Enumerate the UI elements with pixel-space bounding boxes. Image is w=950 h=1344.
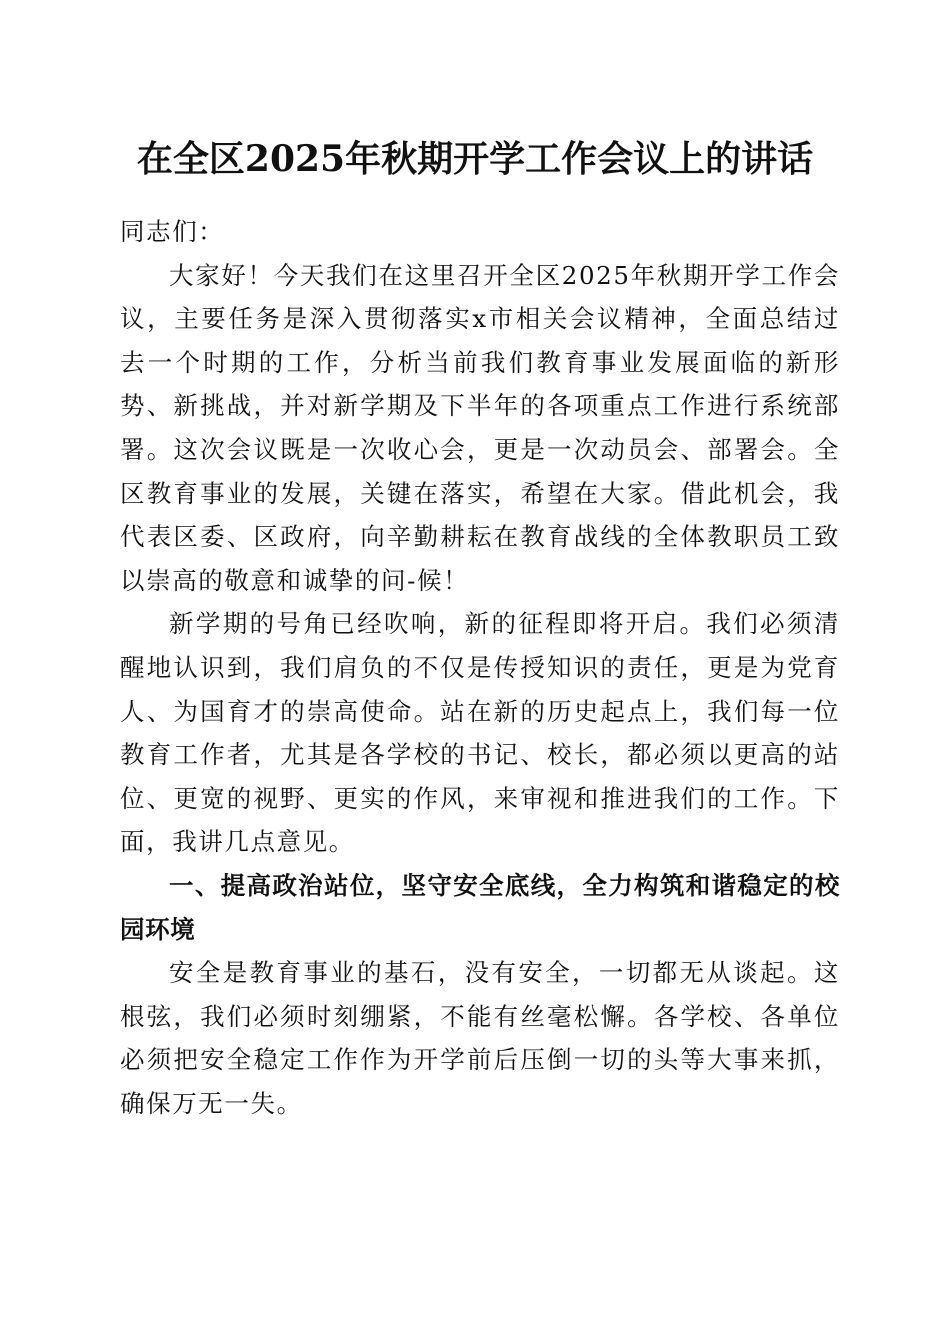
document-body	[120, 210, 840, 1125]
document-title: 在全区2025年秋期开学工作会议上的讲话	[136, 138, 814, 180]
paragraph-safety: 安全是教育事业的基石，没有安全，一切都无从谈起。这根弦，我们必须时刻绷紧，不能有丝毫松懈。各学校、各单位必须把安全稳定工作作为开学前后压倒一切的头等大事来抓，确保万无一失。	[120, 958, 840, 1118]
paragraph-opening: 大家好！今天我们在这里召开全区2025年秋期开学工作会议，主要任务是深入贯彻落实x市相关会议精神，全面总结过去一个时期的工作，分析当前我们教育事业发展面临的新形势、新挑战，并对新学期及下半年的各项重点工作进行系统部署。这次会议既是一次收心会，更是一次动员会、部署会。全区教育事业的发展，关键在落实，希望在大家。借此机会，我代表区委、区政府，向辛勤耕耘在教育战线的全体教职员工致以崇高的敬意和诚挚的问-候！	[120, 260, 840, 595]
section-heading-1: 一、提高政治站位，坚守安全底线，全力构筑和谐稳定的校园环境	[120, 870, 840, 944]
salutation: 同志们：	[120, 217, 225, 246]
paragraph-mission: 新学期的号角已经吹响，新的征程即将开启。我们必须清醒地认识到，我们肩负的不仅是传授知识的责任，更是为党育人、为国育才的崇高使命。站在新的历史起点上，我们每一位教育工作者，尤其是各学校的书记、校长，都必须以更高的站位、更宽的视野、更实的作风，来审视和推进我们的工作。下面，我讲几点意见。	[120, 609, 840, 857]
